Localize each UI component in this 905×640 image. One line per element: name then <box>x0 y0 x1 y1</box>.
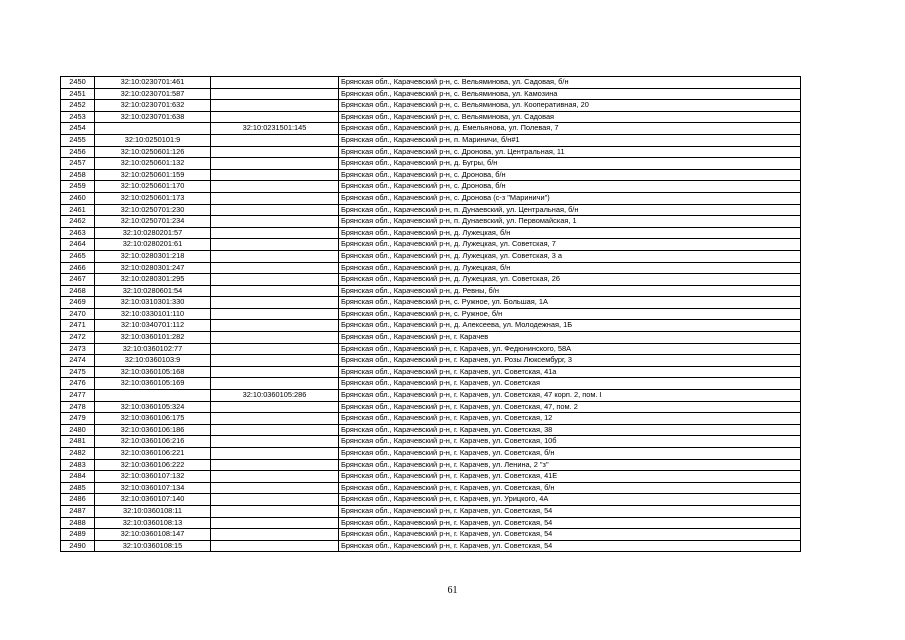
address-cell: Брянская обл., Карачевский р-н, г. Карачев, ул. Советская, 41Е <box>339 471 801 483</box>
cadastral-number-alt-cell <box>211 355 339 367</box>
row-number-cell: 2489 <box>61 529 95 541</box>
table-row <box>61 482 801 494</box>
cadastral-number-alt-cell <box>211 274 339 286</box>
table-row <box>61 274 801 286</box>
cadastral-number-alt-cell <box>211 308 339 320</box>
table-row <box>61 320 801 332</box>
cadastral-number-alt-cell <box>211 436 339 448</box>
cadastral-number-cell: 32:10:0250601:173 <box>95 192 211 204</box>
cadastral-number-cell: 32:10:0360108:11 <box>95 505 211 517</box>
row-number-cell: 2468 <box>61 285 95 297</box>
cadastral-number-alt-cell: 32:10:0360105:286 <box>211 390 339 402</box>
address-cell: Брянская обл., Карачевский р-н, д. Ревны, б/н <box>339 285 801 297</box>
address-cell: Брянская обл., Карачевский р-н, д. Лужецкая, б/н <box>339 262 801 274</box>
address-cell: Брянская обл., Карачевский р-н, г. Карачев, ул. Советская, 47 корп. 2, пом. I <box>339 390 801 402</box>
cadastral-number-alt-cell <box>211 320 339 332</box>
table-row <box>61 308 801 320</box>
cadastral-number-cell: 32:10:0360106:186 <box>95 424 211 436</box>
row-number-cell: 2453 <box>61 111 95 123</box>
cadastral-number-alt-cell <box>211 216 339 228</box>
cadastral-number-cell: 32:10:0360107:134 <box>95 482 211 494</box>
address-cell: Брянская обл., Карачевский р-н, с. Ружное, ул. Большая, 1А <box>339 297 801 309</box>
table-row <box>61 378 801 390</box>
cadastral-number-alt-cell <box>211 366 339 378</box>
address-cell: Брянская обл., Карачевский р-н, д. Алексеева, ул. Молодежная, 1Б <box>339 320 801 332</box>
cadastral-number-alt-cell <box>211 227 339 239</box>
address-cell: Брянская обл., Карачевский р-н, с. Вельяминова, ул. Садовая, б/н <box>339 77 801 89</box>
address-cell: Брянская обл., Карачевский р-н, г. Карачев <box>339 332 801 344</box>
address-cell: Брянская обл., Карачевский р-н, д. Лужецкая, ул. Советская, 7 <box>339 239 801 251</box>
cadastral-number-cell: 32:10:0360106:221 <box>95 448 211 460</box>
address-cell: Брянская обл., Карачевский р-н, с. Дронова, б/н <box>339 181 801 193</box>
table-row <box>61 505 801 517</box>
table-row <box>61 262 801 274</box>
address-cell: Брянская обл., Карачевский р-н, с. Вельяминова, ул. Садовая <box>339 111 801 123</box>
row-number-cell: 2456 <box>61 146 95 158</box>
row-number-cell: 2486 <box>61 494 95 506</box>
address-cell: Брянская обл., Карачевский р-н, д. Бугры, б/н <box>339 158 801 170</box>
address-cell: Брянская обл., Карачевский р-н, п. Мариничи, б/н#1 <box>339 134 801 146</box>
row-number-cell: 2479 <box>61 413 95 425</box>
cadastral-number-cell: 32:10:0280201:57 <box>95 227 211 239</box>
table-row <box>61 100 801 112</box>
table-row <box>61 181 801 193</box>
row-number-cell: 2457 <box>61 158 95 170</box>
cadastral-number-alt-cell <box>211 424 339 436</box>
cadastral-number-cell: 32:10:0360108:15 <box>95 540 211 552</box>
table-row <box>61 332 801 344</box>
row-number-cell: 2466 <box>61 262 95 274</box>
table-row <box>61 424 801 436</box>
address-cell: Брянская обл., Карачевский р-н, с. Вельяминова, ул. Кооперативная, 20 <box>339 100 801 112</box>
address-cell: Брянская обл., Карачевский р-н, с. Вельяминова, ул. Камозина <box>339 88 801 100</box>
row-number-cell: 2472 <box>61 332 95 344</box>
cadastral-number-alt-cell <box>211 505 339 517</box>
row-number-cell: 2463 <box>61 227 95 239</box>
row-number-cell: 2481 <box>61 436 95 448</box>
table-row <box>61 436 801 448</box>
cadastral-number-cell: 32:10:0360106:175 <box>95 413 211 425</box>
table-row <box>61 448 801 460</box>
table-row <box>61 366 801 378</box>
cadastral-number-cell: 32:10:0360102:77 <box>95 343 211 355</box>
address-cell: Брянская обл., Карачевский р-н, г. Карачев, ул. Советская, 54 <box>339 529 801 541</box>
row-number-cell: 2454 <box>61 123 95 135</box>
cadastral-number-alt-cell <box>211 482 339 494</box>
cadastral-number-alt-cell <box>211 181 339 193</box>
cadastral-number-cell: 32:10:0360103:9 <box>95 355 211 367</box>
table-row <box>61 134 801 146</box>
row-number-cell: 2458 <box>61 169 95 181</box>
cadastral-number-cell: 32:10:0360105:168 <box>95 366 211 378</box>
cadastral-number-alt-cell <box>211 262 339 274</box>
table-row <box>61 192 801 204</box>
table-row <box>61 111 801 123</box>
cadastral-number-alt-cell: 32:10:0231501:145 <box>211 123 339 135</box>
table-row <box>61 216 801 228</box>
row-number-cell: 2451 <box>61 88 95 100</box>
table-row <box>61 146 801 158</box>
row-number-cell: 2469 <box>61 297 95 309</box>
cadastral-number-alt-cell <box>211 494 339 506</box>
cadastral-number-cell: 32:10:0250601:159 <box>95 169 211 181</box>
cadastral-number-alt-cell <box>211 204 339 216</box>
table-row <box>61 517 801 529</box>
address-cell: Брянская обл., Карачевский р-н, п. Дунаевский, ул. Центральная, б/н <box>339 204 801 216</box>
table-row <box>61 413 801 425</box>
cadastral-number-alt-cell <box>211 413 339 425</box>
cadastral-number-cell: 32:10:0280301:247 <box>95 262 211 274</box>
cadastral-number-cell: 32:10:0250601:132 <box>95 158 211 170</box>
cadastral-number-cell: 32:10:0340701:112 <box>95 320 211 332</box>
row-number-cell: 2476 <box>61 378 95 390</box>
cadastral-number-alt-cell <box>211 77 339 89</box>
address-cell: Брянская обл., Карачевский р-н, г. Карачев, ул. Ленина, 2 "з" <box>339 459 801 471</box>
row-number-cell: 2459 <box>61 181 95 193</box>
address-cell: Брянская обл., Карачевский р-н, г. Карачев, ул. Советская, 12 <box>339 413 801 425</box>
table-row <box>61 204 801 216</box>
page-number: 61 <box>447 585 458 596</box>
cadastral-number-alt-cell <box>211 169 339 181</box>
address-cell: Брянская обл., Карачевский р-н, с. Дронова, ул. Центральная, 11 <box>339 146 801 158</box>
table-row <box>61 529 801 541</box>
cadastral-number-cell: 32:10:0330101:110 <box>95 308 211 320</box>
table-row <box>61 77 801 89</box>
cadastral-number-alt-cell <box>211 401 339 413</box>
cadastral-number-alt-cell <box>211 285 339 297</box>
table-row <box>61 343 801 355</box>
cadastral-number-cell: 32:10:0230701:632 <box>95 100 211 112</box>
cadastral-number-alt-cell <box>211 517 339 529</box>
address-cell: Брянская обл., Карачевский р-н, г. Карачев, ул. Советская, 54 <box>339 540 801 552</box>
row-number-cell: 2473 <box>61 343 95 355</box>
cadastral-number-alt-cell <box>211 343 339 355</box>
row-number-cell: 2490 <box>61 540 95 552</box>
row-number-cell: 2452 <box>61 100 95 112</box>
cadastral-number-cell <box>95 390 211 402</box>
row-number-cell: 2462 <box>61 216 95 228</box>
table-row <box>61 250 801 262</box>
row-number-cell: 2485 <box>61 482 95 494</box>
row-number-cell: 2474 <box>61 355 95 367</box>
table-row <box>61 227 801 239</box>
cadastral-number-alt-cell <box>211 471 339 483</box>
address-cell: Брянская обл., Карачевский р-н, г. Карачев, ул. Советская, 54 <box>339 517 801 529</box>
cadastral-number-alt-cell <box>211 459 339 471</box>
cadastral-number-alt-cell <box>211 111 339 123</box>
table-row <box>61 158 801 170</box>
cadastral-number-alt-cell <box>211 134 339 146</box>
cadastral-number-alt-cell <box>211 158 339 170</box>
table-row <box>61 540 801 552</box>
address-cell: Брянская обл., Карачевский р-н, с. Дронова (с-з "Мариничи") <box>339 192 801 204</box>
registry-table-body <box>61 77 801 552</box>
registry-table <box>60 76 801 552</box>
cadastral-number-cell: 32:10:0360107:132 <box>95 471 211 483</box>
row-number-cell: 2477 <box>61 390 95 402</box>
cadastral-number-cell: 32:10:0280301:295 <box>95 274 211 286</box>
cadastral-number-alt-cell <box>211 100 339 112</box>
address-cell: Брянская обл., Карачевский р-н, д. Лужецкая, ул. Советская, 3 а <box>339 250 801 262</box>
row-number-cell: 2465 <box>61 250 95 262</box>
cadastral-number-cell: 32:10:0280301:218 <box>95 250 211 262</box>
table-row <box>61 169 801 181</box>
row-number-cell: 2464 <box>61 239 95 251</box>
address-cell: Брянская обл., Карачевский р-н, с. Ружное, б/н <box>339 308 801 320</box>
row-number-cell: 2478 <box>61 401 95 413</box>
row-number-cell: 2455 <box>61 134 95 146</box>
cadastral-number-cell: 32:10:0360106:216 <box>95 436 211 448</box>
row-number-cell: 2480 <box>61 424 95 436</box>
cadastral-number-alt-cell <box>211 297 339 309</box>
cadastral-number-cell: 32:10:0360107:140 <box>95 494 211 506</box>
row-number-cell: 2470 <box>61 308 95 320</box>
address-cell: Брянская обл., Карачевский р-н, п. Дунаевский, ул. Первомайская, 1 <box>339 216 801 228</box>
cadastral-number-cell: 32:10:0280201:61 <box>95 239 211 251</box>
table-row <box>61 355 801 367</box>
address-cell: Брянская обл., Карачевский р-н, г. Карачев, ул. Розы Люксембург, 3 <box>339 355 801 367</box>
row-number-cell: 2488 <box>61 517 95 529</box>
cadastral-number-cell: 32:10:0230701:638 <box>95 111 211 123</box>
address-cell: Брянская обл., Карачевский р-н, д. Лужецкая, ул. Советская, 26 <box>339 274 801 286</box>
cadastral-number-alt-cell <box>211 332 339 344</box>
cadastral-number-cell: 32:10:0250601:126 <box>95 146 211 158</box>
cadastral-number-cell: 32:10:0360106:222 <box>95 459 211 471</box>
cadastral-number-cell: 32:10:0230701:461 <box>95 77 211 89</box>
row-number-cell: 2483 <box>61 459 95 471</box>
table-row <box>61 494 801 506</box>
row-number-cell: 2475 <box>61 366 95 378</box>
cadastral-number-alt-cell <box>211 448 339 460</box>
table-row <box>61 239 801 251</box>
cadastral-number-cell: 32:10:0250601:170 <box>95 181 211 193</box>
row-number-cell: 2471 <box>61 320 95 332</box>
cadastral-number-alt-cell <box>211 146 339 158</box>
address-cell: Брянская обл., Карачевский р-н, г. Карачев, ул. Советская, б/н <box>339 482 801 494</box>
cadastral-number-cell: 32:10:0230701:587 <box>95 88 211 100</box>
row-number-cell: 2484 <box>61 471 95 483</box>
address-cell: Брянская обл., Карачевский р-н, г. Карачев, ул. Урицкого, 4А <box>339 494 801 506</box>
table-row <box>61 401 801 413</box>
cadastral-number-cell: 32:10:0360101:282 <box>95 332 211 344</box>
cadastral-number-alt-cell <box>211 239 339 251</box>
row-number-cell: 2461 <box>61 204 95 216</box>
cadastral-number-cell: 32:10:0250101:9 <box>95 134 211 146</box>
address-cell: Брянская обл., Карачевский р-н, г. Карачев, ул. Советская, 10б <box>339 436 801 448</box>
cadastral-number-cell <box>95 123 211 135</box>
address-cell: Брянская обл., Карачевский р-н, г. Карачев, ул. Советская, 54 <box>339 505 801 517</box>
table-row <box>61 471 801 483</box>
cadastral-number-alt-cell <box>211 529 339 541</box>
cadastral-number-cell: 32:10:0250701:234 <box>95 216 211 228</box>
cadastral-number-cell: 32:10:0310301:330 <box>95 297 211 309</box>
cadastral-number-cell: 32:10:0360108:13 <box>95 517 211 529</box>
table-row <box>61 123 801 135</box>
cadastral-number-cell: 32:10:0360108:147 <box>95 529 211 541</box>
address-cell: Брянская обл., Карачевский р-н, г. Карачев, ул. Советская, 47, пом. 2 <box>339 401 801 413</box>
row-number-cell: 2450 <box>61 77 95 89</box>
address-cell: Брянская обл., Карачевский р-н, г. Карачев, ул. Федюнинского, 58А <box>339 343 801 355</box>
row-number-cell: 2467 <box>61 274 95 286</box>
address-cell: Брянская обл., Карачевский р-н, г. Карачев, ул. Советская <box>339 378 801 390</box>
cadastral-number-alt-cell <box>211 250 339 262</box>
cadastral-number-cell: 32:10:0360105:324 <box>95 401 211 413</box>
cadastral-number-alt-cell <box>211 88 339 100</box>
cadastral-number-alt-cell <box>211 540 339 552</box>
address-cell: Брянская обл., Карачевский р-н, с. Дронова, б/н <box>339 169 801 181</box>
table-row <box>61 285 801 297</box>
address-cell: Брянская обл., Карачевский р-н, г. Карачев, ул. Советская, 38 <box>339 424 801 436</box>
address-cell: Брянская обл., Карачевский р-н, д. Емельянова, ул. Полевая, 7 <box>339 123 801 135</box>
address-cell: Брянская обл., Карачевский р-н, г. Карачев, ул. Советская, 41а <box>339 366 801 378</box>
table-row <box>61 390 801 402</box>
cadastral-number-alt-cell <box>211 378 339 390</box>
address-cell: Брянская обл., Карачевский р-н, г. Карачев, ул. Советская, б/н <box>339 448 801 460</box>
table-row <box>61 459 801 471</box>
row-number-cell: 2460 <box>61 192 95 204</box>
row-number-cell: 2482 <box>61 448 95 460</box>
cadastral-number-cell: 32:10:0360105:169 <box>95 378 211 390</box>
table-row <box>61 88 801 100</box>
table-row <box>61 297 801 309</box>
address-cell: Брянская обл., Карачевский р-н, д. Лужецкая, б/н <box>339 227 801 239</box>
cadastral-number-cell: 32:10:0280601:54 <box>95 285 211 297</box>
cadastral-number-cell: 32:10:0250701:230 <box>95 204 211 216</box>
cadastral-number-alt-cell <box>211 192 339 204</box>
row-number-cell: 2487 <box>61 505 95 517</box>
